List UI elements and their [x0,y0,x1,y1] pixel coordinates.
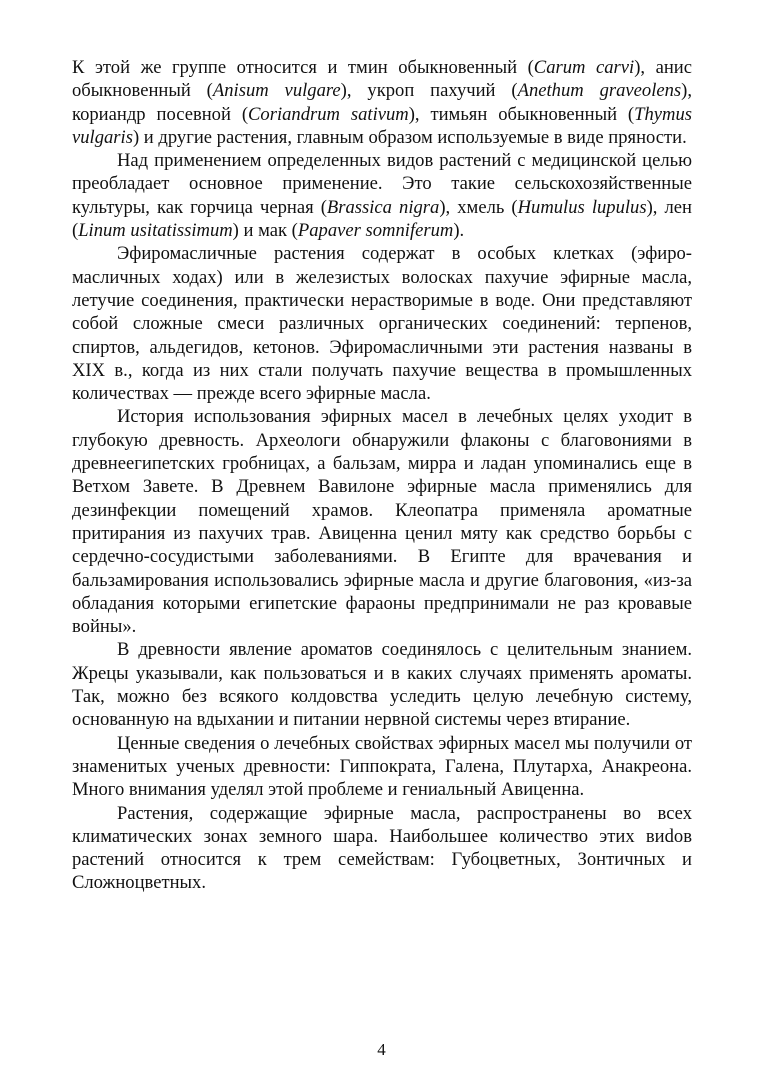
latin-name: Coriandrum sativum [248,103,409,125]
paragraph-4 [72,405,692,638]
paragraph-2 [72,149,692,242]
latin-name: Carum carvi [533,57,635,78]
document-body [72,56,692,895]
text-segment: ) и другие растения, главным образом используемые в виде пряности. [132,126,687,148]
text-segment: В древности явление ароматов соединялось с целительным знанием. Жрецы указывали, как пользоваться и в каких случаях применять ароматы. Так, можно без всякого колдовства уследить целую лечебную систему, основанную на вдыхании и питании нервной системы через втирание. [72,639,692,731]
paragraph-6 [72,732,692,802]
text-segment: ), тимьян обыкновенный ( [408,103,635,125]
latin-name: Thymus vulgaris [72,103,692,148]
text-segment: Растения, содержащие эфирные масла, распространены во всех климатических зонах земного шара. Наибольшее количество этих виdов растений относится к трем семействам: Губоцветных, Зонтичных и Сложноцветных. [72,802,692,894]
page-number: 4 [377,1040,386,1059]
text-segment: ) и мак ( [232,220,298,242]
paragraph-1 [72,56,692,149]
latin-name: Brassica nigra [326,196,440,218]
text-segment: ), кориандр посевной ( [72,80,693,125]
text-segment: ), анис обыкновенный ( [72,57,692,102]
paragraph-7 [72,802,692,895]
text-segment: Эфиромасличные растения содержат в особых клетках (эфиромасличных ходах) или в железистых волосках пахучие эфирные масла, летучие соединения, практически нерастворимые в воде. Они представляют собой сложные смеси различных органических соединений: терпенов, спиртов, альдегидов, кетонов. Эфиромасличными эти растения названы в XIX в., когда из них стали получать пахучие вещества в промышленных количествах — прежде всего эфирные масла. [72,243,692,405]
latin-name: Linum usitatissimum [78,220,233,242]
text-segment: ), укроп пахучий ( [340,80,518,102]
paragraph-5 [72,638,692,731]
text-segment: К этой же группе относится и тмин обыкновенный ( [72,57,534,78]
latin-name: Anethum graveolens [517,80,682,102]
text-segment: Ценные сведения о лечебных свойствах эфирных масел мы получили от знаменитых ученых древности: Гиппократа, Галена, Плутарха, Анакреона. Много внимания уделял этой проблеме и гениальный Авиценна. [72,732,692,801]
paragraph-3 [72,242,692,405]
text-segment: Над применением определенных видов растений с медицинской целью преобладает основное применение. Это такие сельскохозяйственные культуры, как горчица черная ( [72,150,692,218]
latin-name: Papaver somniferum [297,220,454,242]
text-segment: История использования эфирных масел в лечебных целях уходит в глубокую древность. Археологи обнаружили флаконы с благовониями в древнеегипетских гробницах, а бальзам, мирра и ладан упоминались еще в Ветхом Завете. В Древнем Вавилоне эфирные масла применялись для дезинфекции помещений храмов. Клеопатра применяла ароматные притирания из пахучих трав. Авиценна ценил мяту как средство борьбы с сердечно-сосудистыми заболеваниями. В Египте для врачевания и бальзамирования использовались эфирные масла и другие благовония, «из-за обладания которыми египетские фараоны предпринимали не раз кровавые войны». [72,406,692,638]
text-segment: ). [453,220,465,242]
latin-name: Humulus lupulus [517,196,647,218]
text-segment: ), лен ( [72,196,692,242]
text-segment: ), хмель ( [439,196,518,218]
latin-name: Anisum vulgare [212,80,341,102]
